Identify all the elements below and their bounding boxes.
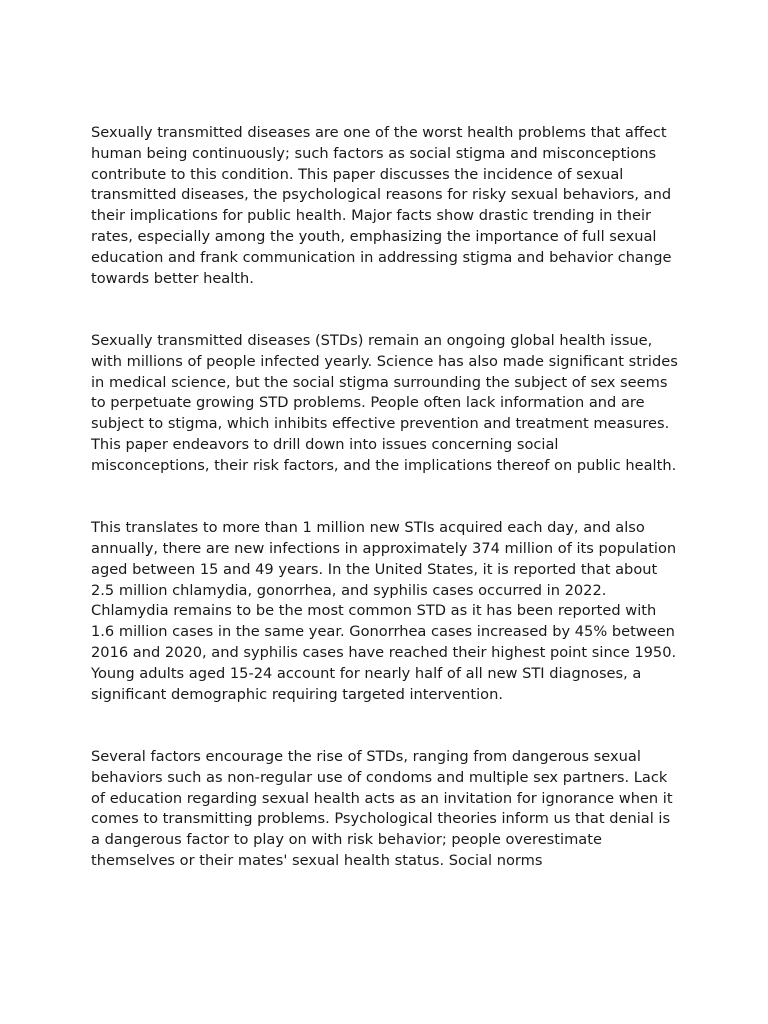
document-body xyxy=(91,123,681,913)
risk-factors-paragraph: Several factors encourage the rise of STDs, ranging from dangerous sexual behaviors such as non-regular use of condoms and multiple sex partners. Lack of education regarding sexual health acts as an invitation for ignorance when it comes to transmitting problems. Psychological theories inform us that denial is a dangerous factor to play on with risk behavior; people overestimate themselves or their mates' sexual health status. Social norms xyxy=(91,747,673,869)
statistics-paragraph: This translates to more than 1 million new STIs acquired each day, and also annually, there are new infections in approximately 374 million of its population aged between 15 and 49 years. In the United States, it is reported that about 2.5 million chlamydia, gonorrhea, and syphilis cases occurred in 2022. Chlamydia remains to be the most common STD as it has been reported with 1.6 million cases in the same year. Gonorrhea cases increased by 45% between 2016 and 2020, and syphilis cases have reached their highest point since 1950. Young adults aged 15-24 account for nearly half of all new STI diagnoses, a significant demographic requiring targeted intervention. xyxy=(91,519,677,703)
abstract-paragraph: Sexually transmitted diseases are one of the worst health problems that affect human being continuously; such factors as social stigma and misconceptions contribute to this condition. This paper discusses the incidence of sexual transmitted diseases, the psychological reasons for risky sexual behaviors, and their implications for public health. Major facts show drastic trending in their rates, especially among the youth, emphasizing the importance of full sexual education and frank communication in addressing stigma and behavior change towards better health. xyxy=(91,124,672,287)
introduction-paragraph: Sexually transmitted diseases (STDs) remain an ongoing global health issue, with millions of people infected yearly. Science has also made significant strides in medical science, but the social stigma surrounding the subject of sex seems to perpetuate growing STD problems. People often lack information and are subject to stigma, which inhibits effective prevention and treatment measures. This paper endeavors to drill down into issues concerning social misconceptions, their risk factors, and the implications thereof on public health. xyxy=(91,331,678,474)
